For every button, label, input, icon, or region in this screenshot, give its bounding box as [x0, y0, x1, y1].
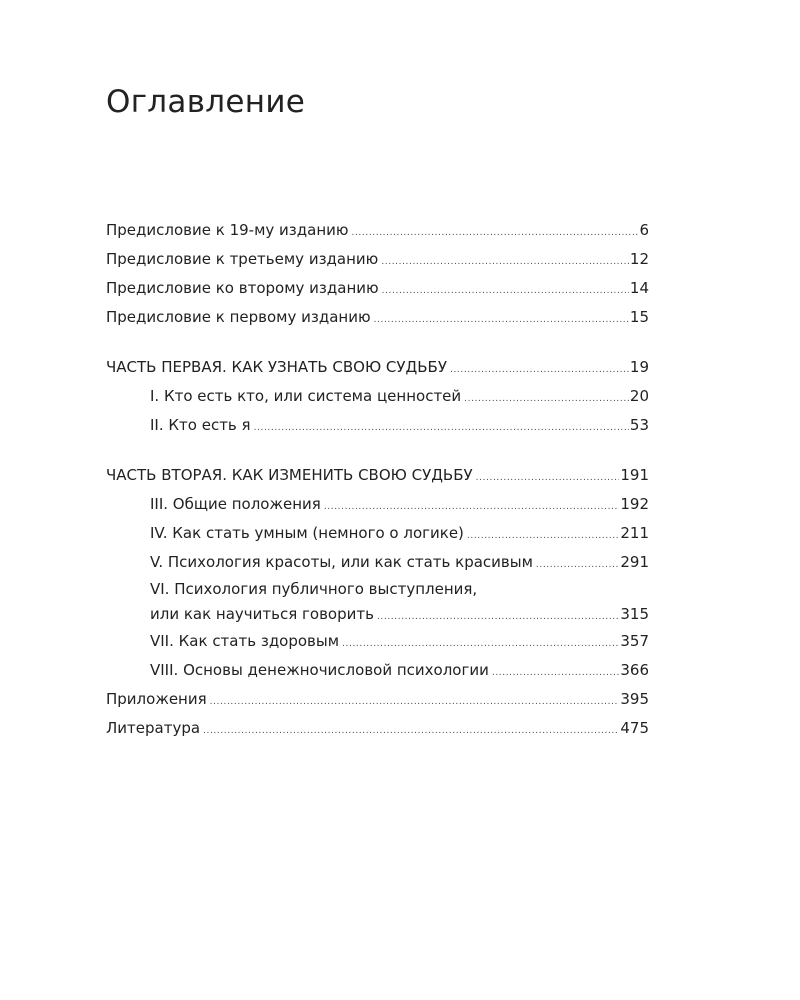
page-title: Оглавление: [106, 84, 306, 120]
toc-part-entry[interactable]: [106, 461, 649, 490]
dot-leader: [352, 219, 639, 248]
toc-entry-label: Приложения: [106, 690, 207, 708]
toc-chapter-entry[interactable]: [106, 382, 649, 411]
toc-entry-page: 14: [629, 279, 649, 297]
toc-entry-page: 211: [620, 524, 649, 542]
toc-entry-label: Предисловие к первому изданию: [106, 308, 371, 326]
toc-entry[interactable]: [106, 274, 649, 303]
toc-entry-label: III. Общие положения: [150, 495, 321, 513]
dot-leader: [203, 717, 619, 746]
toc-entry-label-continued: или как научиться говорить: [150, 605, 374, 623]
toc-chapter-entry[interactable]: [106, 548, 649, 577]
dot-leader: [324, 493, 620, 522]
toc-entry[interactable]: [106, 685, 649, 714]
toc-entry-page: 20: [629, 387, 649, 405]
table-of-contents: [106, 216, 649, 743]
toc-chapter-entry[interactable]: [106, 656, 649, 685]
toc-entry-label: ЧАСТЬ ПЕРВАЯ. КАК УЗНАТЬ СВОЮ СУДЬБУ: [106, 358, 447, 376]
toc-entry-page: 15: [629, 308, 649, 326]
toc-entry-label: Предисловие к третьему изданию: [106, 250, 379, 268]
dot-leader: [464, 385, 629, 414]
toc-entry-page: 19: [629, 358, 649, 376]
dot-leader: [374, 306, 629, 335]
dot-leader: [342, 630, 619, 659]
dot-leader: [450, 356, 629, 385]
toc-entry-page: 357: [620, 632, 649, 650]
toc-entry[interactable]: [106, 216, 649, 245]
toc-chapter-entry[interactable]: [106, 577, 649, 627]
toc-chapter-entry[interactable]: [106, 490, 649, 519]
toc-entry[interactable]: [106, 714, 649, 743]
toc-entry[interactable]: [106, 245, 649, 274]
toc-chapter-entry[interactable]: [106, 627, 649, 656]
dot-leader: [210, 688, 620, 717]
dot-leader: [381, 248, 629, 277]
toc-entry-page: 475: [620, 719, 649, 737]
toc-entry-page: 366: [620, 661, 649, 679]
dot-leader: [492, 659, 620, 688]
toc-entry-page: 315: [620, 605, 649, 623]
toc-part-entry[interactable]: [106, 353, 649, 382]
toc-entry-label: VI. Психология публичного выступления,: [150, 580, 478, 598]
dot-leader: [254, 414, 629, 443]
toc-entry-page: 53: [629, 416, 649, 434]
toc-entry-page: 191: [620, 466, 649, 484]
toc-entry-page: 395: [620, 690, 649, 708]
toc-entry-label: IV. Как стать умным (немного о логике): [150, 524, 464, 542]
toc-entry-label: ЧАСТЬ ВТОРАЯ. КАК ИЗМЕНИТЬ СВОЮ СУДЬБУ: [106, 466, 473, 484]
toc-entry[interactable]: [106, 303, 649, 332]
toc-entry-page: 291: [620, 553, 649, 571]
toc-chapter-entry[interactable]: [106, 411, 649, 440]
toc-entry-page: 192: [620, 495, 649, 513]
toc-entry-label: VII. Как стать здоровым: [150, 632, 340, 650]
toc-entry-label: I. Кто есть кто, или система ценностей: [150, 387, 462, 405]
dot-leader: [476, 464, 620, 493]
toc-entry-page: 6: [639, 221, 649, 239]
toc-entry-label: II. Кто есть я: [150, 416, 251, 434]
toc-entry-page: 12: [629, 250, 649, 268]
toc-entry-label: Предисловие к 19-му изданию: [106, 221, 349, 239]
dot-leader: [377, 605, 619, 630]
toc-entry-label: Литература: [106, 719, 201, 737]
dot-leader: [467, 522, 619, 551]
dot-leader: [536, 551, 619, 580]
toc-chapter-entry[interactable]: [106, 519, 649, 548]
toc-entry-label: Предисловие ко второму изданию: [106, 279, 379, 297]
toc-entry-label: V. Психология красоты, или как стать красивым: [150, 553, 533, 571]
dot-leader: [382, 277, 629, 306]
toc-entry-label: VIII. Основы денежночисловой психологии: [150, 661, 489, 679]
